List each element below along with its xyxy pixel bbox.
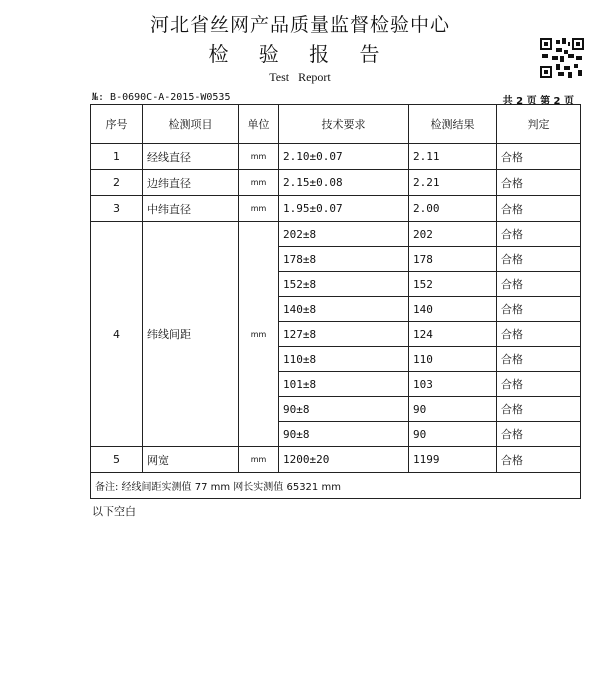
cell-result: 152 [409, 272, 497, 297]
cell-verdict: 合格 [497, 422, 581, 447]
cell-no: 5 [91, 447, 143, 473]
cell-requirement: 90±8 [279, 422, 409, 447]
cell-item: 经线直径 [143, 144, 239, 170]
cell-verdict: 合格 [497, 222, 581, 247]
cell-verdict: 合格 [497, 170, 581, 196]
blank-note: 以下空白 [92, 505, 136, 518]
cell-result: 1199 [409, 447, 497, 473]
cell-unit: mm [239, 144, 279, 170]
cell-unit: mm [239, 447, 279, 473]
report-title-en: Test Report [269, 70, 331, 84]
cell-verdict: 合格 [497, 322, 581, 347]
results-table [90, 104, 581, 499]
cell-unit: mm [239, 170, 279, 196]
cell-item: 边纬直径 [143, 170, 239, 196]
cell-no: 1 [91, 144, 143, 170]
cell-item: 网宽 [143, 447, 239, 473]
cell-unit: mm [239, 196, 279, 222]
table-row [91, 170, 581, 196]
remark-text: 备注: 经线间距实测值 77 mm 网长实测值 65321 mm [91, 473, 581, 499]
col-header-verdict: 判定 [497, 105, 581, 144]
cell-requirement: 178±8 [279, 247, 409, 272]
cell-result: 90 [409, 397, 497, 422]
cell-result: 2.11 [409, 144, 497, 170]
org-title: 河北省丝网产品质量监督检验中心 [149, 14, 450, 36]
cell-result: 2.00 [409, 196, 497, 222]
cell-verdict: 合格 [497, 372, 581, 397]
cell-requirement: 140±8 [279, 297, 409, 322]
cell-verdict: 合格 [497, 144, 581, 170]
cell-requirement: 101±8 [279, 372, 409, 397]
table-row [91, 196, 581, 222]
cell-verdict: 合格 [497, 447, 581, 473]
col-header-requirement: 技术要求 [279, 105, 409, 144]
cell-verdict: 合格 [497, 397, 581, 422]
cell-no: 4 [91, 222, 143, 447]
col-header-item: 检测项目 [143, 105, 239, 144]
cell-item: 中纬直径 [143, 196, 239, 222]
col-header-result: 检测结果 [409, 105, 497, 144]
page-info: 共 2 页 第 2 页 [502, 96, 574, 107]
cell-requirement: 110±8 [279, 347, 409, 372]
remark-row [91, 473, 581, 499]
cell-requirement: 90±8 [279, 397, 409, 422]
cell-verdict: 合格 [497, 247, 581, 272]
qr-code-icon [540, 38, 584, 78]
cell-no: 2 [91, 170, 143, 196]
cell-result: 140 [409, 297, 497, 322]
col-header-no: 序号 [91, 105, 143, 144]
cell-requirement: 1.95±0.07 [279, 196, 409, 222]
cell-verdict: 合格 [497, 297, 581, 322]
cell-no: 3 [91, 196, 143, 222]
cell-requirement: 1200±20 [279, 447, 409, 473]
col-header-unit: 单位 [239, 105, 279, 144]
table-row [91, 144, 581, 170]
cell-unit: mm [239, 222, 279, 447]
cell-requirement: 2.15±0.08 [279, 170, 409, 196]
cell-result: 90 [409, 422, 497, 447]
cell-verdict: 合格 [497, 272, 581, 297]
cell-requirement: 127±8 [279, 322, 409, 347]
cell-requirement: 152±8 [279, 272, 409, 297]
cell-result: 103 [409, 372, 497, 397]
cell-requirement: 2.10±0.07 [279, 144, 409, 170]
cell-result: 110 [409, 347, 497, 372]
cell-verdict: 合格 [497, 347, 581, 372]
cell-result: 178 [409, 247, 497, 272]
report-title: 检 验 报 告 [208, 42, 392, 66]
report-number: №: B-0690C-A-2015-W0535 [92, 92, 231, 103]
cell-requirement: 202±8 [279, 222, 409, 247]
cell-result: 124 [409, 322, 497, 347]
cell-item: 纬线间距 [143, 222, 239, 447]
table-header-row [91, 105, 581, 144]
cell-verdict: 合格 [497, 196, 581, 222]
cell-result: 202 [409, 222, 497, 247]
table-row [91, 447, 581, 473]
table-row [91, 222, 581, 247]
cell-result: 2.21 [409, 170, 497, 196]
